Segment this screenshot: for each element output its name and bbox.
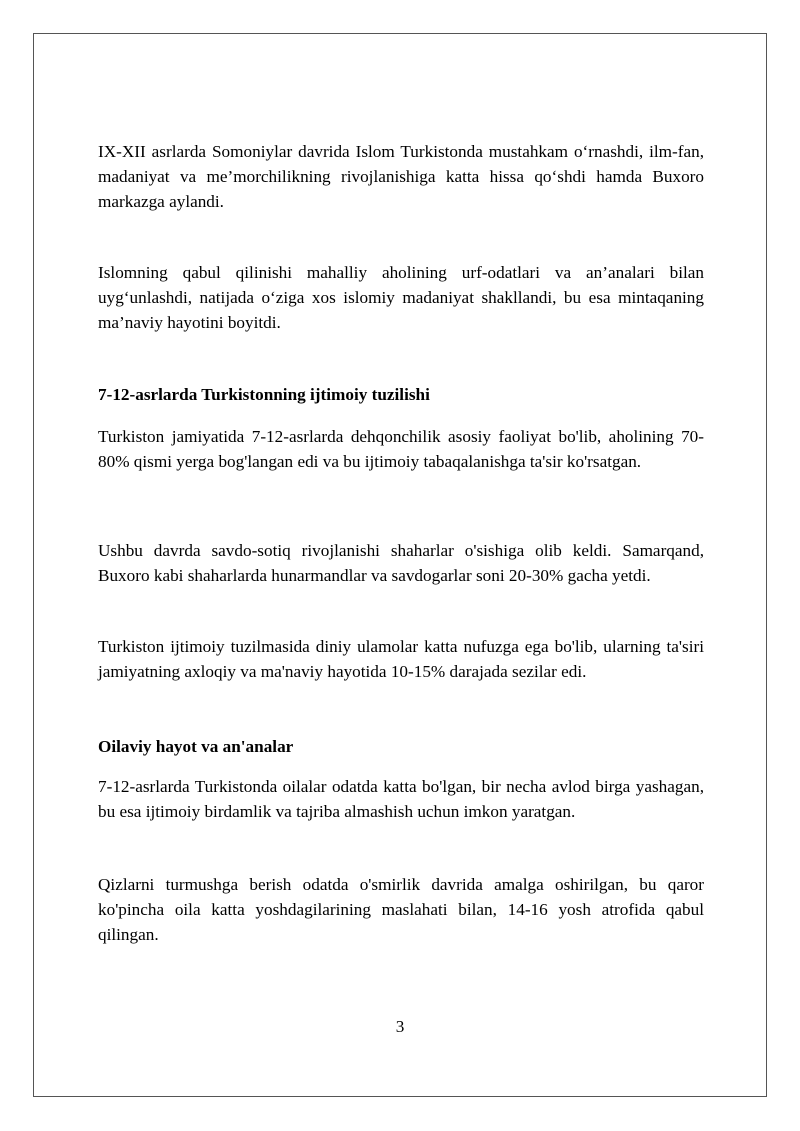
paragraph-text: Ushbu davrda savdo-sotiq rivojlanishi shaharlar o'sishiga olib keldi. Samarqand, Buxoro kabi shaharlarda hunarmandlar va savdogarlar soni 20-30% gacha yetdi.	[98, 541, 704, 585]
section-heading-social-structure: 7-12-asrlarda Turkistonning ijtimoiy tuzilishi	[98, 385, 430, 404]
paragraph-islamic-culture	[98, 260, 704, 335]
paragraph-islam-samanids	[98, 139, 704, 214]
paragraph-text: IX-XII asrlarda Somoniylar davrida Islom Turkistonda mustahkam o‘rnashdi, ilm-fan, madaniyat va me’morchilikning rivojlanishiga katta hissa qo‘shdi hamda Buxoro markazga aylandi.	[98, 142, 704, 211]
paragraph-text: Turkiston jamiyatida 7-12-asrlarda dehqonchilik asosiy faoliyat bo'lib, aholining 70-80% qismi yerga bog'langan edi va bu ijtimoiy tabaqalanishga ta'sir ko'rsatgan.	[98, 427, 704, 471]
paragraph-ulama	[98, 634, 704, 684]
paragraph-families	[98, 774, 704, 824]
paragraph-agriculture	[98, 424, 704, 474]
paragraph-marriage	[98, 872, 704, 947]
paragraph-text: Turkiston ijtimoiy tuzilmasida diniy ulamolar katta nufuzga ega bo'lib, ularning ta'siri jamiyatning axloqiy va ma'naviy hayotida 10-15% darajada sezilar edi.	[98, 637, 704, 681]
page-number: 3	[395, 1017, 405, 1036]
paragraph-trade	[98, 538, 704, 588]
paragraph-text: Islomning qabul qilinishi mahalliy aholining urf-odatlari va an’analari bilan uyg‘unlashdi, natijada o‘ziga xos islomiy madaniyat shakllandi, bu esa mintaqaning ma’naviy hayotini boyitdi.	[98, 263, 704, 332]
paragraph-text: 7-12-asrlarda Turkistonda oilalar odatda katta bo'lgan, bir necha avlod birga yashagan, bu esa ijtimoiy birdamlik va tajriba almashish uchun imkon yaratgan.	[98, 777, 704, 821]
section-heading-family-life: Oilaviy hayot va an'analar	[98, 737, 294, 756]
document-page	[33, 33, 767, 1097]
paragraph-text: Qizlarni turmushga berish odatda o'smirlik davrida amalga oshirilgan, bu qaror ko'pincha oila katta yoshdagilarining maslahati bilan, 14-16 yosh atrofida qabul qilingan.	[98, 875, 704, 944]
